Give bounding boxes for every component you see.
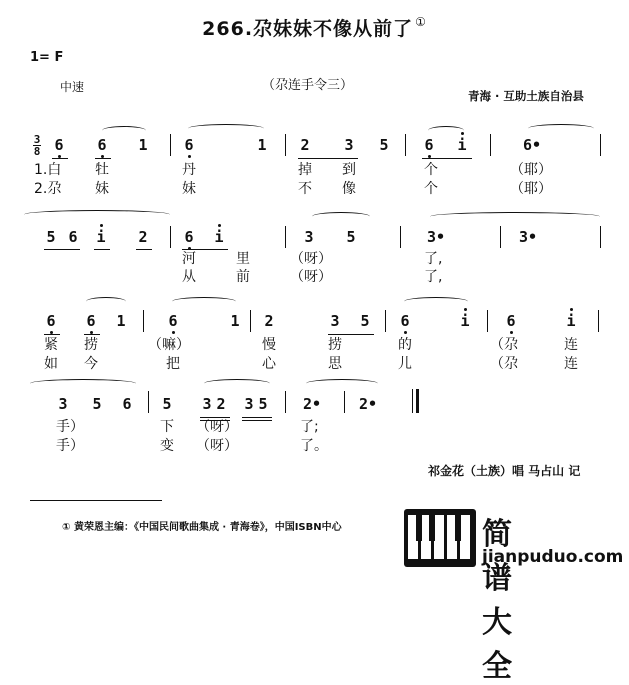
bar-line (143, 310, 144, 332)
song-title (0, 14, 629, 41)
region-label: 青海 · 互助土族自治县 (468, 89, 584, 103)
lyric: 像 (342, 181, 356, 197)
slur (306, 379, 378, 388)
note: 5 (360, 312, 370, 330)
bar-line (600, 134, 601, 156)
lyric: 了, (424, 269, 443, 285)
bar-line (148, 391, 149, 413)
lyric: 紧 (44, 337, 58, 353)
slur (24, 210, 170, 219)
final-bar-thick (416, 389, 419, 413)
lyric: 了。 (300, 438, 328, 454)
watermark-brand: 简谱大全 (482, 517, 514, 684)
note: 5 (92, 395, 102, 413)
time-sig-bottom: 8 (33, 145, 41, 158)
lyric: （尕 (490, 337, 518, 353)
lyric: 连 (564, 356, 578, 372)
note: 2• (358, 395, 378, 413)
final-bar-thin (412, 389, 413, 413)
slur (188, 124, 264, 133)
note: 1 (230, 312, 240, 330)
note: 5 (346, 228, 356, 246)
time-sig-top: 3 (33, 133, 41, 146)
duration-underline (44, 249, 80, 250)
note: 6 (97, 136, 107, 154)
lyric: 从 (182, 269, 196, 285)
bar-line (600, 226, 601, 248)
note: 6 (54, 136, 64, 154)
bar-line (170, 134, 171, 156)
note: 3 (304, 228, 314, 246)
slur (312, 212, 370, 221)
note: 3 (244, 395, 254, 413)
note: 2 (264, 312, 274, 330)
lyric: 前 (236, 269, 250, 285)
note: 3 (202, 395, 212, 413)
slur (430, 212, 600, 221)
footnote-divider (30, 500, 162, 501)
note: 1 (138, 136, 148, 154)
lyric: 个 (424, 181, 438, 197)
lyric: 个 (424, 162, 438, 178)
lyric: （呀） (290, 251, 332, 267)
key-signature: 1= F (30, 50, 64, 65)
note: i (214, 228, 224, 246)
note: i (566, 312, 576, 330)
note: 6 (68, 228, 78, 246)
note: 2• (302, 395, 322, 413)
title-text: 266.尕妹妹不像从前了 (202, 18, 414, 40)
lyric: 1.白 (34, 162, 62, 178)
bar-line (250, 310, 251, 332)
high-octave-dot (100, 224, 103, 227)
note: 6 (168, 312, 178, 330)
lyric: 了; (300, 419, 319, 435)
note: 6 (122, 395, 132, 413)
note: 6 (184, 136, 194, 154)
note: i (96, 228, 106, 246)
bar-line (500, 226, 501, 248)
note: 6 (86, 312, 96, 330)
note: i (457, 136, 467, 154)
bar-line (490, 134, 491, 156)
lyric: （呀） (290, 269, 332, 285)
lyric: 里 (236, 251, 250, 267)
note: 5 (162, 395, 172, 413)
bar-line (344, 391, 345, 413)
high-octave-dot (464, 308, 467, 311)
note: 3• (518, 228, 538, 246)
duration-underline (94, 249, 110, 250)
note: 6 (46, 312, 56, 330)
note: 1 (116, 312, 126, 330)
lyric: 连 (564, 337, 578, 353)
lyric: 的 (398, 337, 412, 353)
note: 2 (216, 395, 226, 413)
tempo-marking: 中速 (60, 80, 85, 94)
lyric: （尕 (490, 356, 518, 372)
lyric: （耶） (510, 181, 552, 197)
bar-line (285, 391, 286, 413)
credits: 祁金花（土族）唱 马占山 记 (428, 464, 581, 478)
lyric: 儿 (398, 356, 412, 372)
lyric: 下 (160, 419, 174, 435)
note: 6• (522, 136, 542, 154)
watermark-url: jianpuduo.com (482, 547, 624, 567)
duration-underline (242, 420, 272, 421)
lyric: 如 (44, 356, 58, 372)
note: 5 (258, 395, 268, 413)
lyric: 掉 (298, 162, 312, 178)
footnote-text: ① 黄荣恩主编：《中国民间歌曲集成 · 青海卷》，中国ISBN中心 (62, 522, 342, 533)
slur (204, 379, 270, 388)
duration-underline (242, 417, 272, 418)
slur (428, 126, 464, 135)
bar-line (598, 310, 599, 332)
bar-line (400, 226, 401, 248)
lyric: （呀） (196, 419, 238, 435)
bar-line (170, 226, 171, 248)
note: 6 (506, 312, 516, 330)
lyric: （嘛） (148, 337, 190, 353)
slur (528, 124, 594, 133)
note: 2 (300, 136, 310, 154)
high-octave-dot (570, 308, 573, 311)
bar-line (385, 310, 386, 332)
lyric: 手） (56, 419, 84, 435)
note: 6 (424, 136, 434, 154)
lyric: 河 (182, 251, 196, 267)
lyric: 捞 (84, 337, 98, 353)
lyric: （耶） (510, 162, 552, 178)
note: 5 (46, 228, 56, 246)
high-octave-dot (218, 224, 221, 227)
lyric: 手） (56, 438, 84, 454)
slur (172, 297, 236, 306)
slur (404, 297, 468, 306)
lyric: 2.尕 (34, 181, 62, 197)
slur (86, 297, 126, 306)
note: 3• (426, 228, 446, 246)
song-subtitle: （尕连手令三） (262, 78, 354, 93)
lyric: 变 (160, 438, 174, 454)
footnote-mark: ① (415, 14, 427, 29)
bar-line (487, 310, 488, 332)
note: 5 (379, 136, 389, 154)
lyric: 丹 (182, 162, 196, 178)
lyric: 牡 (95, 162, 109, 178)
lyric: 妹 (182, 181, 196, 197)
lyric: 不 (298, 181, 312, 197)
lyric: 慢 (262, 337, 276, 353)
note: 2 (138, 228, 148, 246)
lyric: 今 (84, 356, 98, 372)
piano-keys-icon (404, 509, 476, 567)
lyric: 到 (342, 162, 356, 178)
slur (30, 379, 136, 388)
bar-line (405, 134, 406, 156)
lyric: 思 (328, 356, 342, 372)
bar-line (285, 226, 286, 248)
lyric: 心 (262, 356, 276, 372)
note: 6 (400, 312, 410, 330)
note: 3 (330, 312, 340, 330)
note: 6 (184, 228, 194, 246)
lyric: 把 (166, 356, 180, 372)
duration-underline (136, 249, 152, 250)
lyric: 捞 (328, 337, 342, 353)
note: 3 (58, 395, 68, 413)
lyric: 了, (424, 251, 443, 267)
lyric: （呀） (196, 438, 238, 454)
note: 1 (257, 136, 267, 154)
slur (102, 126, 146, 135)
note: i (460, 312, 470, 330)
bar-line (285, 134, 286, 156)
note: 3 (344, 136, 354, 154)
low-octave-dot (188, 155, 191, 158)
lyric: 妹 (95, 181, 109, 197)
